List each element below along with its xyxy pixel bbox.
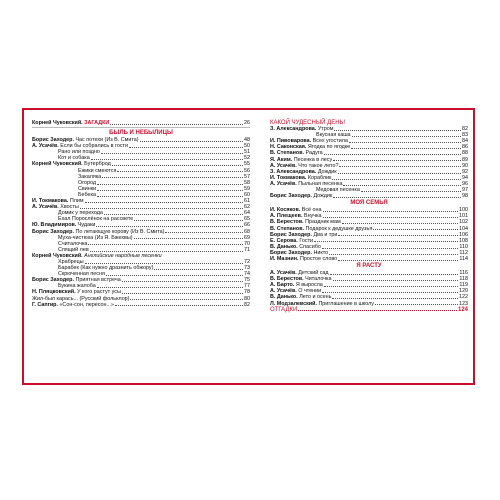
- entry-author: Ю. Владимиров.: [32, 222, 78, 229]
- entry-author: В. Берестов.: [270, 276, 306, 283]
- entry-title: ОТГАДКИ: [270, 306, 298, 313]
- page-number: 119: [459, 282, 468, 289]
- leader-dots: [338, 260, 458, 261]
- entry-title: Плим: [69, 198, 84, 205]
- page-number: 66: [244, 222, 250, 229]
- entry-title: Утром: [317, 126, 334, 133]
- page-number: 108: [459, 237, 468, 244]
- entry-author: З. Александрова.: [270, 126, 318, 133]
- page-number: 84: [462, 138, 468, 145]
- leader-dots: [101, 153, 243, 154]
- leader-dots: [352, 136, 461, 137]
- entry-author: А. Усачёв.: [270, 288, 299, 295]
- page-number: 52: [244, 155, 250, 162]
- page-number: 124: [457, 306, 468, 313]
- page-number: 96: [462, 180, 468, 187]
- leader-dots: [97, 184, 243, 185]
- entry-author: Корней Чуковский.: [32, 120, 85, 126]
- contents-page: [22, 108, 475, 385]
- page-number: 98: [462, 193, 468, 200]
- page-number: 92: [462, 168, 468, 175]
- entry-title: Дождик: [313, 193, 333, 200]
- leader-dots: [129, 147, 243, 148]
- entry-title: «Сон-сон, пересон...»: [59, 301, 114, 308]
- toc-entry: [32, 120, 250, 126]
- entry-title: КАКОЙ ЧУДЕСНЫЙ ДЕНЬ!: [270, 120, 346, 126]
- leader-dots: [117, 171, 243, 172]
- page-number: 118: [459, 276, 468, 283]
- page-number: 78: [244, 289, 250, 296]
- entry-title: Жил-был карась... (Русский фольклор): [32, 295, 130, 302]
- page-number: 72: [244, 258, 250, 265]
- page-number: 112: [459, 249, 468, 256]
- entry-author: В. Берестов.: [270, 219, 306, 226]
- page-number: 65: [244, 216, 250, 223]
- toc-entry: [32, 302, 250, 308]
- leader-dots: [130, 299, 243, 300]
- entry-author: В. Данько.: [270, 294, 300, 301]
- leader-dots: [122, 281, 243, 282]
- leader-dots: [343, 185, 461, 186]
- entry-author: З. Александрова.: [270, 168, 318, 175]
- divider: [32, 127, 250, 128]
- entry-title: Огород: [78, 179, 97, 186]
- entry-title: Медовая песенка: [316, 187, 360, 194]
- leader-dots: [333, 160, 461, 161]
- leader-dots: [361, 191, 461, 192]
- leader-dots: [96, 226, 243, 227]
- page-number: 51: [244, 149, 250, 156]
- entry-title: ЗАГАДКИ: [84, 120, 110, 126]
- entry-title: Ежики смеются: [78, 167, 117, 174]
- section-entry: [270, 307, 468, 313]
- entry-title: Лето и осень: [299, 294, 332, 301]
- page-number: 88: [462, 150, 468, 157]
- leader-dots: [165, 232, 243, 233]
- page-number: 82: [462, 126, 468, 133]
- entry-author: А. Усачёв.: [32, 143, 61, 150]
- page-number: 69: [244, 234, 250, 241]
- leader-dots: [134, 220, 243, 221]
- leader-dots: [134, 238, 243, 239]
- leader-dots: [102, 177, 243, 178]
- leader-dots: [333, 197, 461, 198]
- entry-author: А. Барто.: [270, 282, 296, 289]
- entry-title: У кого растут усы: [77, 289, 121, 296]
- entry-author: В. Данько.: [270, 243, 300, 250]
- entry-title: Бебека: [78, 191, 96, 198]
- page-number: 82: [244, 301, 250, 308]
- leader-dots: [342, 223, 458, 224]
- leader-dots: [115, 305, 243, 306]
- entry-title: Закаляка: [78, 173, 102, 180]
- entry-author: Корней Чуковский.: [32, 161, 85, 168]
- leader-dots: [85, 263, 243, 264]
- entry-author: Борис Заходер.: [270, 231, 314, 238]
- entry-title: Кораблик: [307, 174, 332, 181]
- page-number: 123: [459, 300, 468, 307]
- page-number: 56: [244, 167, 250, 174]
- leader-dots: [314, 241, 458, 242]
- entry-title: Пыльная песенка: [298, 180, 343, 187]
- leader-dots: [332, 179, 461, 180]
- entry-author: Н. Саконская.: [270, 144, 308, 151]
- entry-title: Кот и собака: [58, 155, 90, 162]
- leader-dots: [97, 287, 243, 288]
- entry-title: Никто: [313, 249, 329, 256]
- leader-dots: [90, 251, 243, 252]
- entry-title: Рано или поздно: [58, 149, 100, 156]
- leader-dots: [112, 165, 243, 166]
- leader-dots: [322, 292, 458, 293]
- page-number: 101: [459, 213, 468, 220]
- page-number: 122: [459, 294, 468, 301]
- entry-author: Я. Аким.: [270, 156, 294, 163]
- entry-title: Радуга: [305, 150, 323, 157]
- entry-author: И. Косяков.: [270, 207, 302, 214]
- page-number: 61: [244, 198, 250, 205]
- leader-dots: [339, 166, 461, 167]
- entry-title: Чудаки: [77, 222, 96, 229]
- entry-title: Свинки: [78, 185, 97, 192]
- entry-title: Ехал Порослёнок на рассвете: [58, 216, 134, 223]
- page-number: 68: [244, 228, 250, 235]
- leader-dots: [322, 248, 459, 249]
- leader-dots: [97, 196, 243, 197]
- entry-title: Час потехи (Из В. Смита): [75, 137, 139, 144]
- leader-dots: [154, 269, 243, 270]
- leader-dots: [338, 173, 461, 174]
- entry-author: Л. Модзалевский.: [270, 300, 319, 307]
- leader-dots: [298, 310, 457, 311]
- entry-title: Два и три: [313, 231, 338, 238]
- entry-title: Спасибо: [299, 243, 321, 250]
- section-heading: МОЯ СЕМЬЯ: [350, 200, 388, 207]
- page-number: 102: [459, 219, 468, 226]
- page-number: 64: [244, 210, 250, 217]
- entry-author: Г. Сапгир.: [32, 301, 60, 308]
- page-number: 89: [462, 156, 468, 163]
- entry-author: Е. Серова.: [270, 237, 300, 244]
- leader-dots: [323, 217, 458, 218]
- entry-title: Всё она: [301, 207, 322, 214]
- entry-title: Песенка в лесу: [293, 156, 333, 163]
- leader-dots: [104, 214, 243, 215]
- page-number: 104: [459, 225, 468, 232]
- leader-dots: [333, 280, 459, 281]
- page-number: 73: [244, 265, 250, 272]
- contents-right-column: [270, 120, 468, 377]
- entry-title: Букина жалоба: [58, 283, 96, 290]
- leader-dots: [332, 298, 458, 299]
- entry-title: Муха-чистюха (Из Я. Бжехвы): [58, 234, 133, 241]
- page-number: 83: [462, 132, 468, 139]
- entry-author: В. Степанов.: [270, 225, 306, 232]
- entry-author: Борис Заходер.: [270, 249, 314, 256]
- page-number: 55: [244, 161, 250, 168]
- page-number: 75: [244, 277, 250, 284]
- page-number: 70: [244, 240, 250, 247]
- entry-title: Барабек (Как нужно дразнить обжору): [58, 265, 154, 272]
- leader-dots: [329, 254, 458, 255]
- entry-title: Английские народные песенки: [84, 252, 162, 259]
- entry-title: Я выросла: [295, 282, 323, 289]
- page-number: 48: [244, 137, 250, 144]
- page-number: 57: [244, 173, 250, 180]
- leader-dots: [373, 229, 458, 230]
- entry-title: Праздник мам: [305, 219, 341, 226]
- entry-author: А. Усачёв.: [270, 270, 299, 277]
- entry-title: Скрюченная песня: [58, 271, 105, 278]
- leader-dots: [110, 124, 243, 125]
- entry-author: И. Токмакова.: [32, 198, 70, 205]
- leader-dots: [330, 274, 459, 275]
- entry-title: Считалочка: [58, 240, 88, 247]
- page-number: 74: [244, 271, 250, 278]
- entry-author: А. Усачёв.: [32, 204, 61, 211]
- entry-title: Что такое лето?: [298, 162, 339, 169]
- entry-author: Борис Заходер.: [270, 193, 314, 200]
- entry-author: И. Пивоварова.: [270, 138, 313, 145]
- page-number: 94: [462, 174, 468, 181]
- entry-title: Храбрецы: [58, 258, 84, 265]
- leader-dots: [324, 154, 461, 155]
- entry-title: Простое слово: [300, 255, 338, 262]
- page-number: 120: [459, 288, 468, 295]
- entry-title: Всех угостила: [312, 138, 348, 145]
- leader-dots: [349, 142, 461, 143]
- entry-author: И. Мазнин.: [270, 255, 300, 262]
- leader-dots: [140, 141, 243, 142]
- page-number: 100: [459, 207, 468, 214]
- entry-author: А. Усачёв.: [270, 180, 299, 187]
- entry-title: О чтении: [298, 288, 322, 295]
- entry-title: Ягодка по ягодке: [307, 144, 351, 151]
- leader-dots: [85, 202, 243, 203]
- entry-author: И. Токмакова.: [270, 174, 308, 181]
- entry-title: По летающую корову (Из В. Смита): [75, 228, 165, 235]
- page-number: 59: [244, 185, 250, 192]
- page-number: 26: [244, 120, 250, 126]
- leader-dots: [324, 286, 459, 287]
- page-number: 77: [244, 283, 250, 290]
- leader-dots: [338, 235, 458, 236]
- page-number: 116: [459, 270, 468, 277]
- page-number: 114: [459, 255, 468, 262]
- entry-title: Подарок к дедушке друзья: [305, 225, 373, 232]
- entry-title: Приглашение в школу: [318, 300, 374, 307]
- page-number: 60: [244, 191, 250, 198]
- section-heading: Я РАСТУ: [356, 263, 382, 270]
- entry-author: Корней Чуковский.: [32, 252, 85, 259]
- page-number: 110: [459, 243, 468, 250]
- page-number: 58: [244, 179, 250, 186]
- leader-dots: [122, 293, 243, 294]
- page-number: 97: [462, 187, 468, 194]
- entry-title: Хвосты: [60, 204, 79, 211]
- entry-title: Дождик: [317, 168, 337, 175]
- entry-author: А. Усачёв.: [270, 162, 299, 169]
- entry-title: Вкусная каша: [316, 132, 351, 139]
- page-number: 86: [462, 144, 468, 151]
- entry-title: Домик у перехода: [58, 210, 103, 217]
- entry-title: Бутерброд: [84, 161, 111, 168]
- leader-dots: [334, 130, 461, 131]
- leader-dots: [351, 148, 461, 149]
- page-number: 62: [244, 204, 250, 211]
- leader-dots: [375, 304, 458, 305]
- leader-dots: [106, 275, 243, 276]
- entry-author: Н. Пляцковский.: [32, 289, 78, 296]
- page-number: 90: [462, 162, 468, 169]
- entry-author: В. Степанов.: [270, 150, 306, 157]
- page-number: 106: [459, 231, 468, 238]
- section-heading: БЫЛЬ И НЕБЫЛИЦЫ: [109, 130, 173, 137]
- leader-dots: [88, 244, 243, 245]
- entry-author: Борис Заходер.: [32, 137, 76, 144]
- contents-left-column: [32, 120, 250, 377]
- entry-author: А. Плещеев.: [270, 213, 304, 220]
- entry-title: Если бы собрались в гости: [60, 143, 129, 150]
- entry-title: Детский сад: [298, 270, 329, 277]
- entry-author: Борис Заходер.: [32, 277, 76, 284]
- leader-dots: [80, 208, 243, 209]
- entry-author: Борис Заходер.: [32, 228, 76, 235]
- page-number: 71: [244, 246, 250, 253]
- page-number: 50: [244, 143, 250, 150]
- entry-title: Внучка: [303, 213, 322, 220]
- entry-title: Спящий лев: [58, 246, 89, 253]
- page-number: 80: [244, 295, 250, 302]
- leader-dots: [323, 211, 458, 212]
- entry-title: Читалочка: [305, 276, 332, 283]
- entry-title: Гости: [299, 237, 314, 244]
- leader-dots: [91, 159, 243, 160]
- leader-dots: [97, 190, 243, 191]
- entry-title: Приятная встреча: [75, 277, 121, 284]
